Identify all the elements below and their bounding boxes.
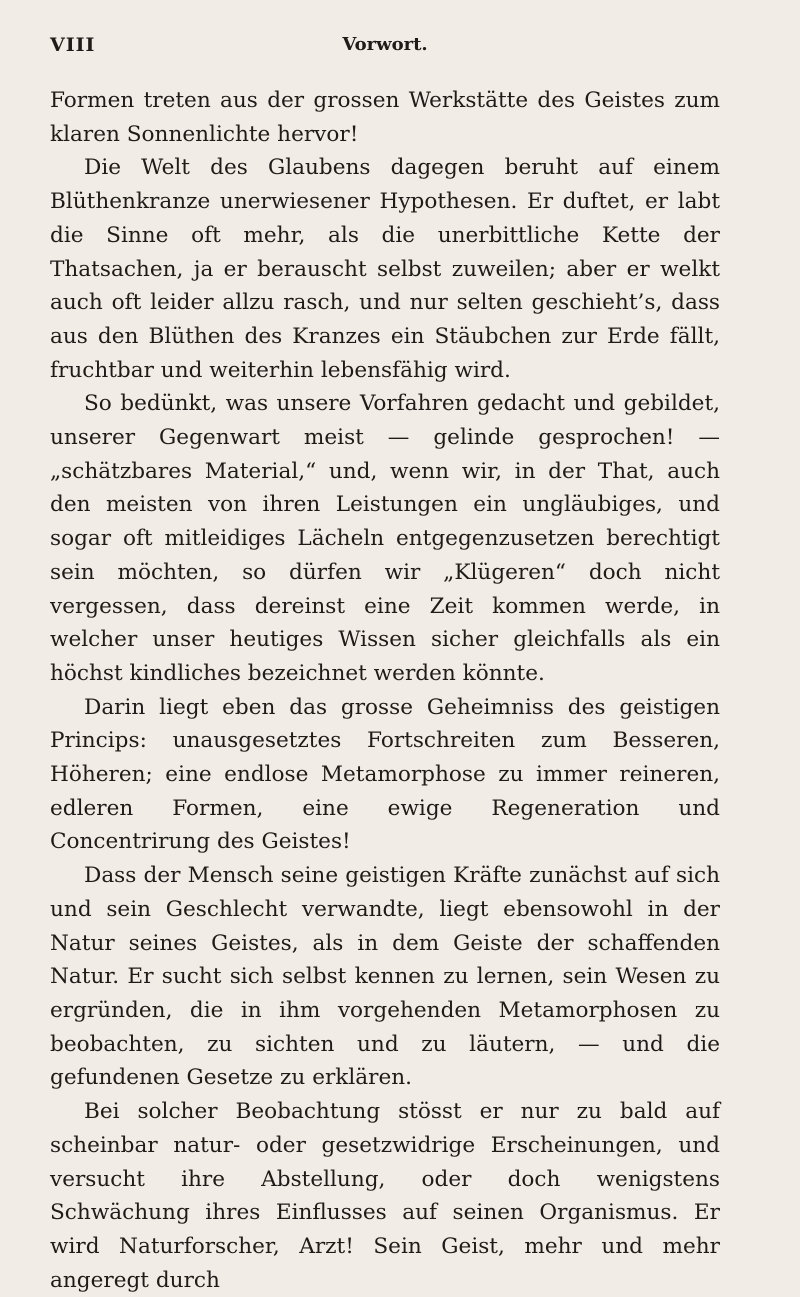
running-head: [50, 34, 720, 64]
body-text: [50, 84, 720, 1297]
running-title: Vorwort.: [342, 34, 428, 55]
paragraph-6: Bei solcher Beobachtung stösst er nur zu bald auf scheinbar natur- oder gesetzwidrige Erscheinungen, und versucht ihre Abstellung, oder doch wenigstens Schwächung ihres Einflusses auf seinen Organismus. Er wird Naturforscher, Arzt! Sein Geist, mehr und mehr angeregt durch: [50, 1099, 720, 1293]
paragraph-5: Dass der Mensch seine geistigen Kräfte zunächst auf sich und sein Geschlecht verwandte, liegt ebensowohl in der Natur seines Geistes, als in dem Geiste der schaffenden Natur. Er sucht sich selbst kennen zu lernen, sein Wesen zu ergründen, die in ihm vorgehenden Metamorphosen zu beobachten, zu sichten und zu läutern, — und die gefundenen Gesetze zu erklären.: [50, 863, 720, 1091]
paragraph-1: Formen treten aus der grossen Werkstätte des Geistes zum klaren Sonnenlichte hervor!: [50, 88, 720, 147]
paragraph-2: Die Welt des Glaubens dagegen beruht auf einem Blüthenkranze unerwiesener Hypothesen. Er duftet, er labt die Sinne oft mehr, als die unerbittliche Kette der Thatsachen, ja er berauscht selbst zuweilen; aber er welkt auch oft leider allzu rasch, und nur selten geschieht’s, dass aus den Blüthen des Kranzes ein Stäubchen zur Erde fällt, fruchtbar und weiterhin lebensfähig wird.: [50, 155, 720, 383]
paragraph-3: So bedünkt, was unsere Vorfahren gedacht und gebildet, unserer Gegenwart meist — gelinde gesprochen! — „schätzbares Material,“ und, wenn wir, in der That, auch den meisten von ihren Leistungen ein ungläubiges, und sogar oft mitleidiges Lächeln entgegenzusetzen berechtigt sein möchten, so dürfen wir „Klügeren“ doch nicht vergessen, dass dereinst eine Zeit kommen werde, in welcher unser heutiges Wissen sicher gleichfalls als ein höchst kindliches bezeichnet werden könnte.: [50, 391, 720, 686]
paragraph-4: Darin liegt eben das grosse Geheimniss des geistigen Princips: unausgesetztes Fortschreiten zum Besseren, Höheren; eine endlose Metamorphose zu immer reineren, edleren Formen, eine ewige Regeneration und Concentrirung des Geistes!: [50, 694, 720, 855]
page-number: VIII: [50, 34, 96, 56]
